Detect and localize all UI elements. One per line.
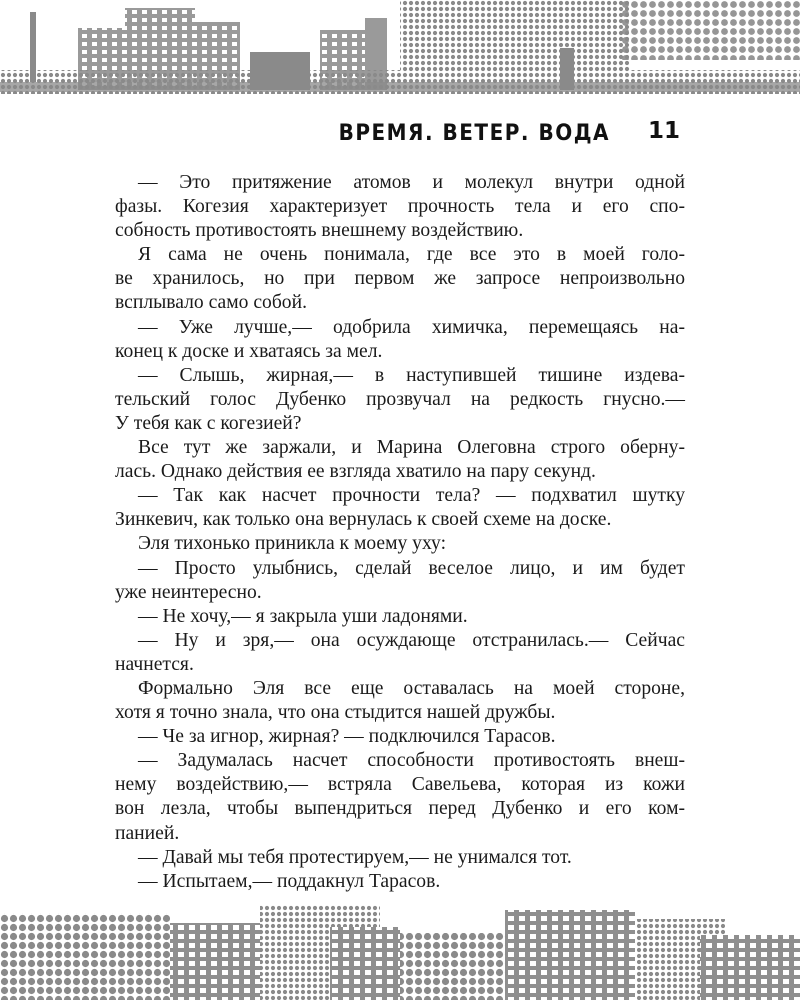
text-line: — Это притяжение атомов и молекул внутри одной [138,172,685,193]
text-line: панией. [115,822,180,844]
text-line: хотя я точно знала, что она стыдится нашей дружбы. [115,702,556,724]
text-line: Все тут же заржали, и Марина Олеговна строго оберну- [138,437,685,459]
text-line: У тебя как с когезией? [115,412,302,434]
halftone-cityscape-top-icon [0,0,800,100]
text-line: Зинкевич, как только она вернулась к своей схеме на доске. [115,509,612,531]
text-line: — Испытаем,— поддакнул Тарасов. [138,870,441,892]
page-number: 11 [647,118,680,144]
text-line: — Че за игнор, жирная? — подключился Тарасов. [138,726,556,748]
halftone-cityscape-bottom-icon [0,905,800,1000]
book-title: ВРЕМЯ. ВЕТЕР. ВОДА [338,118,610,146]
text-line: — Задумалась насчет способности противостоять внеш- [138,750,685,772]
text-line: начнется. [115,653,194,675]
bottom-cityscape-banner [0,905,800,1000]
text-line: вон лезла, чтобы выпендриться перед Дубенко и его ком- [115,798,685,820]
text-line: Я сама не очень понимала, где все это в моей голо- [138,244,685,266]
text-line: — Уже лучше,— одобрила химичка, перемещаясь на- [138,316,685,338]
text-line: фазы. Когезия характеризует прочность тела и его спо- [115,196,685,218]
text-line: нему воздействию,— встряла Савельева, которая из кожи [115,774,685,796]
text-line: ве хранилось, но при первом же запросе непроизвольно [115,268,685,290]
text-line: Формально Эля все еще оставалась на моей стороне, [138,677,685,699]
text-line: всплывало само собой. [115,292,307,314]
text-line: — Просто улыбнись, сделай веселое лицо, и им будет [138,557,685,579]
top-cityscape-banner [0,0,800,100]
text-line: Эля тихонько приникла к моему уху: [138,533,447,555]
text-line: — Не хочу,— я закрыла уши ладонями. [138,605,468,627]
text-line: конец к доске и хватаясь за мел. [115,340,383,362]
text-line: собность противостоять внешнему воздействию. [115,220,524,242]
text-line: — Слышь, жирная,— в наступившей тишине издева- [138,364,685,386]
text-line: уже неинтересно. [115,581,262,603]
text-line: лась. Однако действия ее взгляда хватило на пару секунд. [115,461,596,483]
running-head [0,118,800,154]
text-line: — Ну и зря,— она осуждающе отстранилась.— Сейчас [138,629,685,651]
text-line: — Давай мы тебя протестируем,— не унимался тот. [138,846,572,868]
body-text [115,171,685,894]
text-line: тельский голос Дубенко прозвучал на редкость гнусно.— [115,388,685,410]
text-line: — Так как насчет прочности тела? — подхватил шутку [138,485,685,507]
